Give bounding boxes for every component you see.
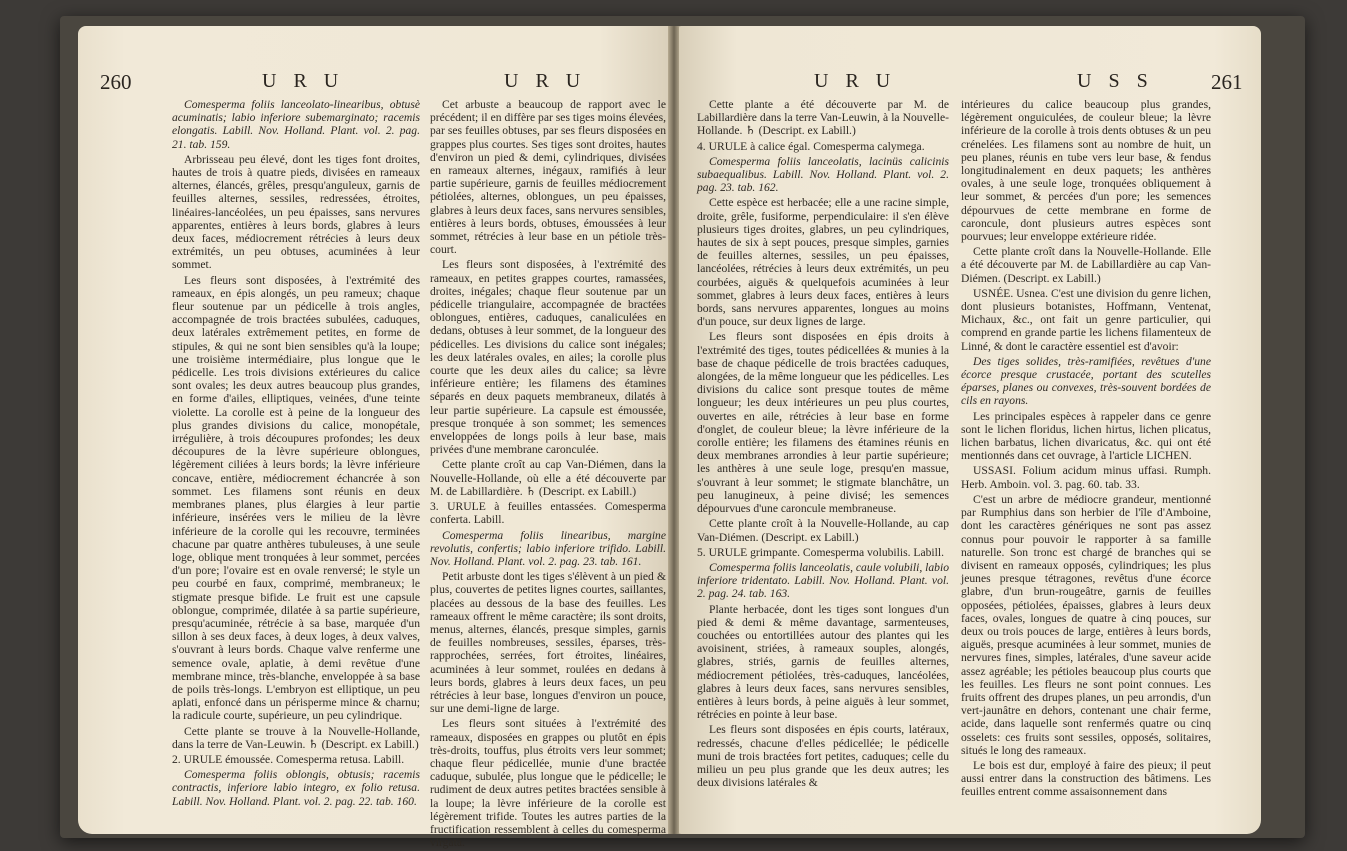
paragraph: Les fleurs sont situées à l'extrémité des rameaux, disposées en grappes ou plutôt en épis très-droits, touffus, plus étroits vers leur sommet; chaque fleur pédicellée, munie d'une bractée caduque, subulée, plus longue que le pédicelle; le rudiment de deux autres petites bractées sensible à la loupe; la lèvre inférieure de la corolle est légèrement trifide. Toutes les autres parties de la fructification ressemblent à celles du comesperma virgata. <box>430 717 666 850</box>
paragraph: USSASI. Folium acidum minus uffasi. Rumph. Herb. Amboin. vol. 3. pag. 60. tab. 33. <box>961 464 1211 491</box>
paragraph: Cette plante a été découverte par M. de Labillardière dans la terre Van-Leuwin, à la Nouvelle-Hollande. ♄ (Descript. ex Labill.) <box>697 98 949 138</box>
paragraph: Comesperma foliis linearibus, margine revolutis, confertis; labio inferiore trifido. Labill. Nov. Holland. Plant. vol. 2. pag. 23. tab. 161. <box>430 528 666 568</box>
paragraph: Le bois est dur, employé à faire des pieux; il peut aussi entrer dans la construction des bâtimens. Les feuilles entrent comme assaisonnement dans <box>961 758 1211 799</box>
paragraph: Les fleurs sont disposées en épis courts, latéraux, redressés, chacune d'elles pédicellée; le pédicelle muni de trois bractées fort petites, caduques; celle du milieu un peu plus grande que les deux autres; les deux divisions latérales & <box>697 723 949 790</box>
paragraph: Comesperma foliis lanceolatis, lacinüs calicinis subaequalibus. Labill. Nov. Holland. Plant. vol. 2. pag. 23. tab. 162. <box>697 154 949 195</box>
right-column-1 <box>697 98 949 791</box>
paragraph: Petit arbuste dont les tiges s'élèvent à un pied & plus, couvertes de petites lignes courtes, saillantes, placées au dessous de la base des feuilles. Les rameaux offrent le même caractère; ils sont droits, menus, alternes, élancés, presque simples, garnis de feuilles nombreuses, sessiles, éparses, très-rapprochées, serrées, fort étroites, linéaires, acuminées à leur sommet, roulées en dedans à leurs bords, glabres à leurs deux faces, un peu rétrécies à leur base, longues d'environ un pouce, sur une demi-ligne de large. <box>430 570 666 716</box>
paragraph: C'est un arbre de médiocre grandeur, mentionné par Rumphius dans son herbier de l'île d'Amboine, dont les caractères génériques ne sont pas assez connus pour pouvoir le rapporter à sa famille naturelle. Son tronc est chargé de branches qui se divisent en rameaux opposés, cylindriques; les plus jeunes presque tétragones, revêtus d'une écorce glabre, d'un brun-rougeâtre, garnis de feuilles opposées, pétiolées, épaisses, glabres à leurs deux faces, ovales, longues de quatre à cinq pouces, sur deux ou trois pouces de large, entières à leurs bords, aiguës, presque acuminées à leur sommet, munies de nervures fines, simples, latérales, d'une saveur acide assez agréable; les pétioles beaucoup plus courts que les feuilles. Les fleurs ne sont point connues. Les fruits offrent des drupes planes, un peu arrondis, d'un vert-jaunâtre en dehors, contenant une chair ferme, acide, dans laquelle sont renfermés quatre ou cinq osselets: ces fruits sont sessiles, opposés, solitaires, situés le long des rameaux. <box>961 492 1211 757</box>
paragraph: Les fleurs sont disposées, à l'extrémité des rameaux, en épis alongés, un peu rameux; chaque fleur soutenue par un pédicelle à trois angles, accompagnée de trois bractées subulées, caduques, deux latérales extrêmement petites, en forme de stipules, & qui ne sont bien sensibles qu'à la loupe; une troisième intermédiaire, plus longue que le pédicelle. Les trois divisions extérieures du calice sont ovales; les deux autres beaucoup plus grandes, en forme d'ailes, elliptiques, veinées, d'une teinte violette. La corolle est à peine de la longueur des plus grandes divisions du calice, monopétale, irrégulière, à trois découpures profondes; les deux découpures de la lèvre supérieure oblongues, légèrement ciliées à leurs bords; la lèvre inférieure concave, entière, médiocrement échancrée à son sommet. Les filamens sont réunis en deux membranes planes, plus élargies à leur partie inférieure, insérées vers le milieu de la lèvre inférieure de la corolle qui les recouvre, terminées chacune par quatre anthères tubuleuses, à une seule loge, oblique ment tronquées à leur sommet, percées d'un pore; l'ovaire est en ovale renversé; le style un peu courbé en faux, comprimé, membraneux; le stigmate presque bifide. Le fruit est une capsule oblongue, comprimée, dilatée à sa partie supérieure, presqu'acuminée, rétrécie à sa base, marquée d'un sillon à ses deux faces, à deux loges, à deux valves, s'ouvrant à leurs bords. Chaque valve renferme une semence ovale, aplatie, à demi revêtue d'une membrane mince, très-blanche, enveloppée à sa base de poils très-longs. L'embryon est elliptique, un peu aplati, enfoncé dans un périsperme mince & charnu; la radicule courte, supérieure, un peu cylindrique. <box>172 273 420 723</box>
paragraph: 4. URULE à calice égal. Comesperma calymega. <box>697 139 925 153</box>
paragraph: Cette plante croît à la Nouvelle-Hollande, au cap Van-Diémen. (Descript. ex Labill.) <box>697 517 949 544</box>
paragraph: Des tiges solides, très-ramifiées, revêtues d'une écorce presque crustacée, portant des scutelles éparses, planes ou convexes, très-souvent bordées de cils en rayons. <box>961 354 1211 408</box>
paragraph: Cette plante croît dans la Nouvelle-Hollande. Elle a été découverte par M. de Labillardière au cap Van-Diémen. (Descript. ex Labill.) <box>961 245 1211 285</box>
paragraph: Cette plante se trouve à la Nouvelle-Hollande, dans la terre de Van-Leuwin. ♄ (Descript. ex Labill.) <box>172 724 420 751</box>
paragraph: Les fleurs sont disposées en épis droits à l'extrémité des tiges, toutes pédicellées & munies à la base de chaque pédicelle de trois bractées caduques, alongées, de la même longueur que les pédicelles. Les divisions du calice sont presque toutes de même longueur; les deux intérieures un peu plus courtes, ouvertes en aile, rétrécies à leur base en forme d'onglet, de couleur bleue; la lèvre inférieure de la corolle entière; les filamens des étamines réunis en deux membranes arrondies à leur partie supérieure; les anthères à une seule loge, presqu'en massue, s'ouvrant à leur sommet; le stigmate blanchâtre, un peu lanugineux, à peine divisé; les semences dépourvues d'une caroncule membraneuse. <box>697 330 949 516</box>
paragraph: intérieures du calice beaucoup plus grandes, légèrement onguiculées, de couleur bleue; la lèvre inférieure de la corolle à trois dents obtuses & un peu crénelées. Les filamens sont au nombre de huit, un peu planes, réunis en tube vers leur base, & fendus longitudinalement en deux paquets; les anthères ovales, à une seule loge, tronquées obliquement à leur sommet, & percées d'un pore; les semences dépourvues de cette membrane en forme de caroncule, dont plusieurs autres espèces sont pourvues; leur enveloppe extérieure ridée. <box>961 98 1211 244</box>
left-page <box>78 26 670 850</box>
page-number-left: 260 <box>100 70 132 94</box>
left-column-1 <box>172 98 420 810</box>
running-head-right-b: U S S <box>1077 70 1154 92</box>
paragraph: Plante herbacée, dont les tiges sont longues d'un pied & demi & même davantage, sarmenteuses, couchées ou entortillées autour des plantes qui les avoisinent, striées, à rameaux souples, alongés, glabres, striés, garnis de feuilles alternes, médiocrement pétiolées, très-caduques, lancéolées, glabres à leurs deux faces, sans nervures sensibles, entières à leurs bords, à peine aiguës à leur sommet, rétrécies en pointe à leur base. <box>697 602 949 722</box>
paragraph: Les principales espèces à rappeler dans ce genre sont le lichen floridus, lichen hirtus, lichen plicatus, lichen barbatus, lichen divaricatus, &c. qui ont été mentionnés dans cet ouvrage, à l'article LICHEN. <box>961 409 1211 463</box>
paragraph: Cette espèce est herbacée; elle a une racine simple, droite, grêle, fusiforme, perpendiculaire: il s'en élève plusieurs tiges droites, glabres, un peu cylindriques, hautes de six à sept pouces, presque simples, garnies de feuilles alternes, sessiles, un peu épaisses, lancéolées, rétrécies à leurs deux extrémités, un peu courbées, aiguës & quelquefois acuminées à leur sommet, glabres à leurs deux faces, entières à leurs bords, sans nervures apparentes, longues au moins d'un pouce, sur deux lignes de large. <box>697 196 949 329</box>
right-column-2 <box>961 98 1211 801</box>
paragraph: USNÉE. Usnea. C'est une division du genre lichen, dont plusieurs botanistes, Hoffmann, Ventenat, Michaux, &c., ont fait un genre particulier, qui comprend en grande partie les lichens filamenteux de Linné, & dont le caractère essentiel est d'avoir: <box>961 286 1211 353</box>
paragraph: 3. URULE à feuilles entassées. Comesperma conferta. Labill. <box>430 500 666 527</box>
paragraph: Comesperma foliis lanceolato-linearibus, obtusè acuminatis; labio inferiore subemarginato; racemis elongatis. Labill. Nov. Holland. Plant. vol. 2. pag. 21. tab. 159. <box>172 98 420 151</box>
paragraph: Arbrisseau peu élevé, dont les tiges font droites, hautes de trois à quatre pieds, divisées en rameaux alternes, élancés, grêles, presqu'anguleux, garnis de feuilles alternes, sessiles, redressées, étroites, linéaires-lancéolées, un peu épaisses, sans nervures apparentes, entières à leurs bords, glabres à leurs deux faces, médiocrement rétrécies à leurs deux extrémités, un peu obtuses, acuminées à leur sommet. <box>172 152 420 272</box>
right-page <box>679 26 1261 834</box>
running-head-left-b: U R U <box>504 70 587 92</box>
left-column-2 <box>430 98 666 851</box>
paragraph: Cette plante croît au cap Van-Diémen, dans la Nouvelle-Hollande, où elle a été découverte par M. de Labillardière. ♄ (Descript. ex Labill.) <box>430 458 666 498</box>
paragraph: 2. URULE émoussée. Comesperma retusa. Labill. <box>172 752 405 766</box>
paragraph: 5. URULE grimpante. Comesperma volubilis. Labill. <box>697 545 944 559</box>
paragraph: Comesperma foliis oblongis, obtusis; racemis contractis, inferiore labio integro, ex folio retusa. Labill. Nov. Holland. Plant. vol. 2. pag. 22. tab. 160. <box>172 768 420 808</box>
page-number-right: 261 <box>1211 70 1243 94</box>
running-head-left-a: U R U <box>262 70 345 92</box>
paragraph: Cet arbuste a beaucoup de rapport avec le précédent; il en diffère par ses tiges moins élevées, par ses feuilles obtuses, par ses fleurs disposées en grappes plus courtes. Ses tiges sont droites, hautes d'environ un pied & demi, cylindriques, divisées en rameaux alternes, inégaux, ramifiés à leur partie supérieure, garnis de feuilles médiocrement pétiolées, alternes, oblongues, un peu épaisses, glabres à leurs deux faces, sans nervures sensibles, entières à leurs bords, obtuses, émoussées à leur sommet, rétrécies à leur base en un pétiole très-court. <box>430 98 666 257</box>
paragraph: Comesperma foliis lanceolatis, caule volubili, labio inferiore tridentato. Labill. Nov. Holland. Plant. vol. 2. pag. 24. tab. 163. <box>697 560 949 601</box>
paragraph: Les fleurs sont disposées, à l'extrémité des rameaux, en petites grappes courtes, ramassées, droites, inégales; chaque fleur soutenue par un pédicelle triangulaire, accompagnée de bractées oblongues, entières, caduques, canaliculées en dedans, obtuses à leur sommet, de la longueur des pédicelles. Les divisions du calice sont inégales; les deux latérales ovales, en ailes; la corolle plus courte que les deux ailes du calice; sa lèvre inférieure entière; les filamens des étamines séparés en deux paquets membraneux, dilatés à leur partie supérieure. La capsule est émoussée, presque tronquée à son sommet; les semences enveloppées de longs poils à leur base, mais privées d'une membrane caronculée. <box>430 258 666 457</box>
running-head-right-a: U R U <box>814 70 897 92</box>
